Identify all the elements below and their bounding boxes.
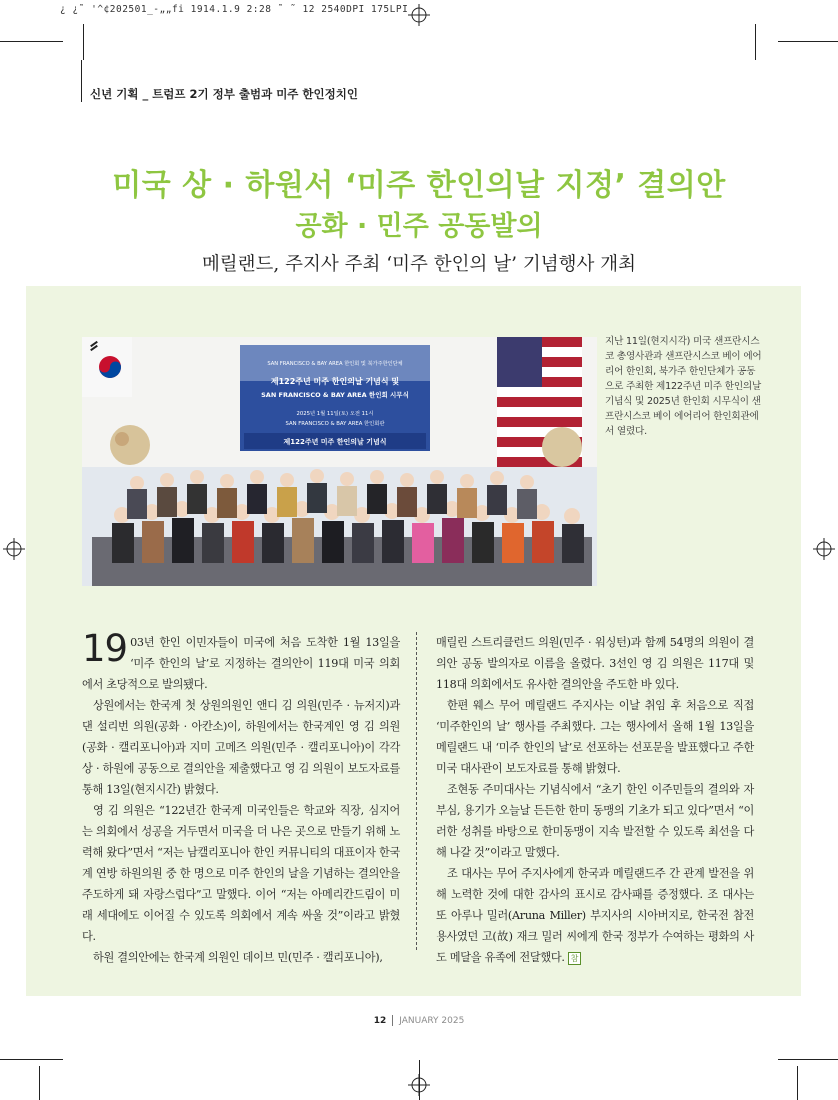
paragraph-2: 상원에서는 한국계 첫 상원의원인 앤디 김 의원(민주 · 뉴저지)과 댄 설리번 의원(공화 · 아칸소)이, 하원에서는 한국계인 영 김 의원(공화 · 캘리포니아)과 지미 고메즈 의원(민주 · 캘리포니아)이 각각 상 · 하원에 공동으로 결의안을 제출했다고 영 김 의원이 보도자료를 통해 13일(현지시간) 밝혔다. [82,699,400,796]
paragraph-8-text: 조 대사는 무어 주지사에게 한국과 메릴랜드주 간 관계 발전을 위해 노력한 것에 대한 감사의 표시로 감사패를 증정했다. 조 대사는 또 아루나 밀러(Aruna Miller) 부지사의 시아버지로, 한국전 참전용사였던 고(故) 재크 밀러 씨에게 한국 정부가 수여하는 평화의 사도 메달을 유족에 전달했다. [436,867,754,964]
crop-mark-top-right-v [755,24,756,60]
margin-rule [81,60,82,102]
registration-mark-left [3,538,25,560]
registration-mark-right [813,538,835,560]
paragraph-4: 하원 결의안에는 한국계 의원인 데이브 민(민주 · 캘리포니아), [93,951,383,964]
paragraph-7: 조현동 주미대사는 기념식에서 “초기 한인 이주민들의 결의와 자부심, 용기가 오늘날 든든한 한미 동맹의 기초가 되고 있다”면서 “이러한 성취를 바탕으로 한미동맹이 지속 발전할 수 있도록 최선을 다해 나갈 것”이라고 말했다. [436,783,754,859]
crop-mark-top-right-h [778,41,838,42]
bottom-center-rule [419,1060,420,1100]
folio-separator [392,1015,393,1026]
paragraph-8 [436,863,754,968]
paragraph-5: 매릴린 스트리클런드 의원(민주 · 워싱턴)과 함께 54명의 의원이 결의안 공동 발의자로 이름을 올렸다. 3선인 영 김 의원은 117대 및 118대 의회에서도 유사한 결의안을 주도한 바 있다. [436,636,754,691]
crop-mark-top-left-v [83,24,84,60]
banner-line-4: 2025년 1월 11일(토) 오전 11시 [296,411,374,417]
banner-line-2: 제122주년 미주 한인의날 기념식 및 [270,377,400,386]
paragraph-1 [82,627,400,695]
folio [0,1015,838,1026]
print-slug: ¿ ¿˜ '^¢202501_-„„fi 1914.1.9 2:28 ˜ ˜ 12 2540DPI 175LPI [60,4,409,15]
crop-mark-top-left-h [0,41,63,42]
issue-date: JANUARY 2025 [399,1016,465,1026]
article-column-1 [82,627,400,968]
registration-mark-top [408,4,430,26]
end-mark-icon: 참 [568,952,581,965]
korean-flag-icon [82,337,132,397]
banner-line-5: SAN FRANCISCO & BAY AREA 한인회관 [285,421,385,427]
headline-line-1: 미국 상 · 하원서 ‘미주 한인의날 지정’ 결의안 [112,168,726,203]
section-header: 신년 기획 _ 트럼프 2기 정부 출범과 미주 한인정치인 [90,87,358,101]
banner-line-1: SAN FRANCISCO & BAY AREA 한인회 및 북가주한인단체 [267,361,403,367]
drop-cap: 19 [82,627,128,670]
crop-mark-bottom-left-v [39,1066,40,1100]
paragraph-1-text: 03년 한인 이민자들이 미국에 처음 도착한 1월 13일을 ‘미주 한인의 날’로 지정하는 결의안이 119대 미국 의회에서 초당적으로 발의됐다. [82,636,400,691]
banner-line-6: 제122주년 미주 한인의날 기념식 [283,438,387,446]
crop-mark-bottom-right-h [778,1059,838,1060]
column-divider [416,632,417,950]
banner-line-3: SAN FRANCISCO & BAY AREA 한인회 시무식 [261,391,409,399]
page-number: 12 [373,1016,387,1026]
subtitle: 메릴랜드, 주지사 주최 ‘미주 한인의 날’ 기념행사 개최 [201,254,637,275]
headline-line-2: 공화 · 민주 공동발의 [295,211,543,242]
paragraph-3: 영 김 의원은 “122년간 한국계 미국인들은 학교와 직장, 심지어는 의회에서 성공을 거두면서 미국을 더 나은 곳으로 만들기 위해 노력해 왔다”면서 “저는 남캘리포니아 한인 커뮤니티의 대표이자 한국계 연방 하원의원 중 한 명으로 미주 한인의 날을 기념하는 결의안을 주도하게 돼 자랑스럽다”고 말했다. 이어 “저는 아메리칸드림이 미래 세대에도 이어질 수 있도록 의회에서 계속 싸울 것”이라고 밝혔다. [82,804,400,943]
article-column-2 [436,632,754,968]
paragraph-6: 한편 웨스 무어 메릴랜드 주지사는 이날 취임 후 처음으로 직접 ‘미주한인의 날’ 행사를 주최했다. 그는 행사에서 올해 1월 13일을 메릴랜드 내 ‘미주 한인의 날’로 선포하는 선포문을 발표했다고 주한 미국 대사관이 보도자료를 통해 밝혔다. [436,699,754,775]
photo-caption: 지난 11일(현지시각) 미국 샌프란시스코 총영사관과 샌프란시스코 베이 에어리어 한인회, 북가주 한인단체가 공동으로 주최한 제122주년 미주 한인의날 기념식 및 2025년 한인회 시무식이 샌프란시스코 베이 에어리어 한인회관에서 열렸다. [605,336,762,437]
crop-mark-bottom-left-h [0,1059,63,1060]
crop-mark-bottom-right-v [797,1066,798,1100]
group-photo-illustration [82,337,597,586]
event-photo [82,337,597,586]
